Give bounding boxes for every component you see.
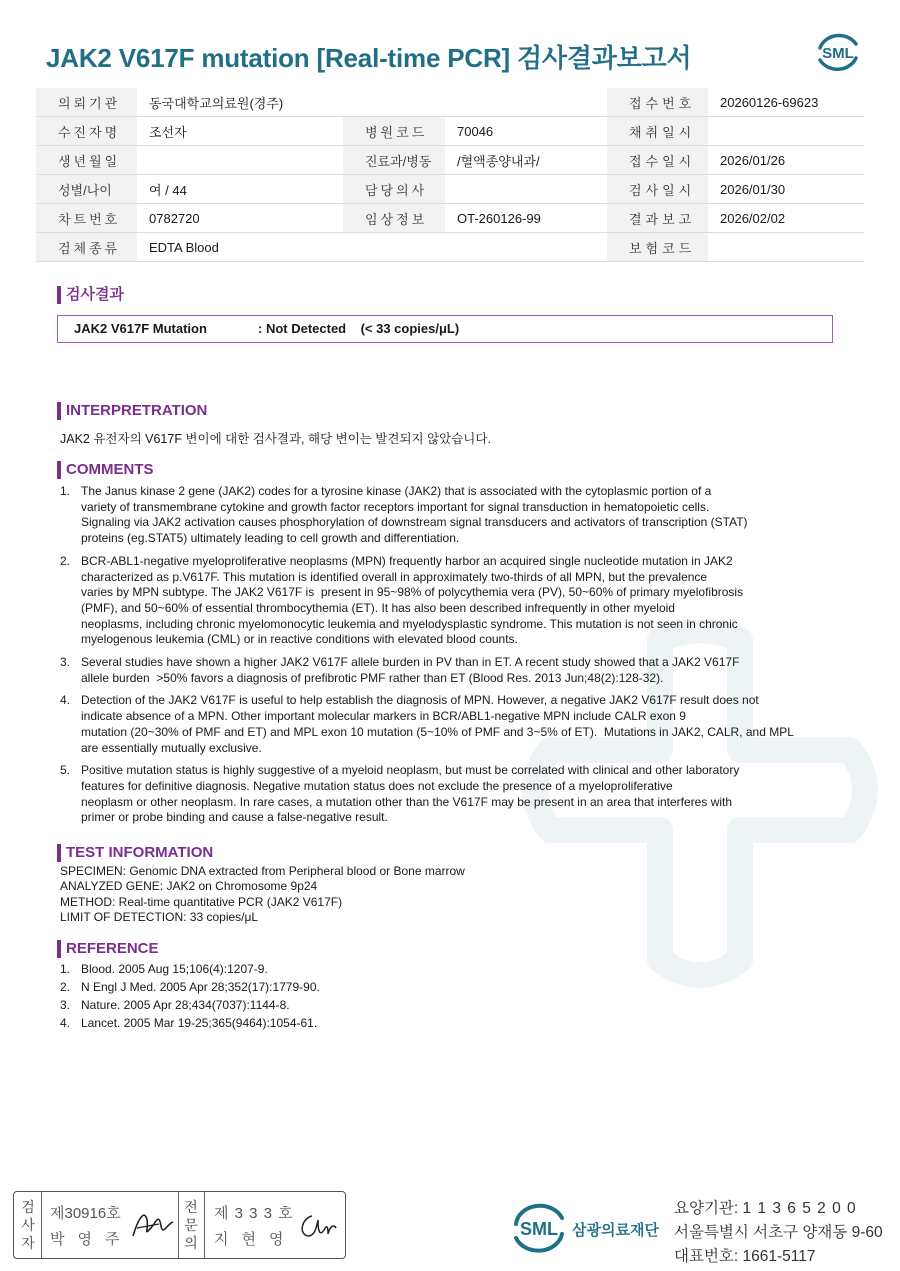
comment-line: varies by MPN subtype. The JAK2 V617F is present in 95~98% of polycythemia vera (PV), 50~60% of primary myelofibrosis [81,585,744,600]
test-info-heading: TEST INFORMATION [57,844,213,862]
insurance-code-value [708,233,864,262]
result-box [57,315,833,343]
patient-name-value: 조선자 [137,117,343,146]
patient-info-table [36,88,864,262]
comment-line: Signaling via JAK2 activation causes phosphorylation of downstream signal transducers and activators of transcription (STAT) [81,515,748,530]
specimen-type-label: 검체종류 [36,233,137,262]
result-test-name: JAK2 V617F Mutation [74,321,207,336]
signature-box [13,1191,346,1259]
reference-number: 1. [60,962,71,976]
comment-line: Positive mutation status is highly suggestive of a myeloid neoplasm, but must be correlated with clinical and other laboratory [81,763,740,778]
comment-line: Several studies have shown a higher JAK2 V617F allele burden in PV than in ET. A recent study showed that a JAK2 V617F [81,655,740,670]
department-label: 진료과/병동 [343,146,445,175]
comment-item [58,554,838,648]
divider [41,1192,42,1258]
chart-number-value: 0782720 [137,204,343,233]
hospital-code-value: 70046 [445,117,607,146]
reference-number: 2. [60,980,71,994]
department-value: /혈액종양내과/ [445,146,607,175]
reference-text: Nature. 2005 Apr 28;434(7037):1144-8. [81,998,290,1012]
test-info-line: SPECIMEN: Genomic DNA extracted from Peripheral blood or Bone marrow [60,864,465,878]
receipt-date-value: 2026/01/26 [708,146,864,175]
comment-number: 1. [60,484,71,498]
reference-text: N Engl J Med. 2005 Apr 28;352(17):1779-90. [81,980,320,994]
report-date-value: 2026/02/02 [708,204,864,233]
patient-name-label: 수진자명 [36,117,137,146]
test-info-line: LIMIT OF DETECTION: 33 copies/μL [60,909,259,924]
footer-organization: 삼광의료재단 [572,1222,659,1239]
comments-list [58,484,838,833]
specialist-label-char: 문 [184,1217,198,1233]
phone-label: 대표번호: [674,1248,739,1265]
result-heading: 검사결과 [57,286,124,304]
info-row [36,175,864,204]
divider [178,1192,179,1258]
test-date-label: 검사일시 [607,175,708,204]
comment-item [58,693,838,756]
footer-logo-text: SML [520,1219,558,1239]
comment-line: primer or probe binding and cause a false-negative result. [81,810,388,825]
comment-line: myelogenous leukemia (CML) or in reactive conditions with elevated blood counts. [81,632,518,647]
test-info-line: METHOD: Real-time quantitative PCR (JAK2 V617F) [60,894,343,909]
comment-line: proteins (eg.STAT5) ultimately leading to cell growth and differentiation. [81,531,460,546]
reference-list [58,960,320,1032]
specialist-label-char: 전 [184,1199,198,1215]
phone-number: 1661-5117 [742,1248,816,1265]
examiner-label [18,1198,38,1252]
reference-heading: REFERENCE [57,940,159,958]
comment-line: mutation (20~30% of PMF and ET) and MPL exon 10 mutation (5~10% of PMF and 3~5% of ET). Mutations in JAK2, CALR, and MPL [81,724,794,739]
sml-logo-text: SML [822,45,854,62]
specialist-signature [294,1206,340,1244]
comment-number: 4. [60,693,71,708]
receipt-date-label: 접수일시 [607,146,708,175]
comment-line: allele burden >50% favors a diagnosis of prefibrotic PMF rather than ET (Blood Res. 2013 Jun;48(2):128-32). [81,670,664,685]
comment-line: features for definitive diagnosis. Negative mutation status does not exclude the presence of a myeloproliferative [81,778,673,793]
reference-text: Lancet. 2005 Mar 19-25;365(9464):1054-61. [81,1016,318,1030]
test-date-value: 2026/01/30 [708,175,864,204]
comment-number: 5. [60,763,71,778]
info-row [36,146,864,175]
comment-number: 3. [60,655,71,670]
hospital-code-label: 병원코드 [343,117,445,146]
interpretation-heading: INTERPRETRATION [57,402,207,420]
examiner-signature [129,1206,179,1244]
comment-item [58,484,838,547]
specialist-license: 제 3 3 3 호 [214,1205,294,1222]
footer-sml-logo [508,1200,570,1256]
reference-item [58,960,320,978]
footer-address: 서울특별시 서초구 양재동 9-60 [674,1224,883,1241]
comment-line: characterized as p.V617F. This mutation is identified overall in approximately two-thirds of all MPN, but the prevalence [81,569,708,584]
specialist-label [181,1198,201,1252]
interpretation-text: JAK2 유전자의 V617F 변이에 대한 검사결과, 해당 변이는 발견되지 않았습니다. [60,432,491,446]
doctor-label: 담당의사 [343,175,445,204]
reference-text: Blood. 2005 Aug 15;106(4):1207-9. [81,962,268,976]
specimen-type-value: EDTA Blood [137,233,607,262]
test-info-line: ANALYZED GENE: JAK2 on Chromosome 9p24 [60,879,318,894]
birth-date-value [137,146,343,175]
reference-item [58,996,320,1014]
requesting-institution-label: 의뢰기관 [36,88,137,117]
comment-line: Detection of the JAK2 V617F is useful to help establish the diagnosis of MPN. However, a negative JAK2 V617F result does not [81,693,759,708]
birth-date-label: 생년월일 [36,146,137,175]
examiner-license: 제30916호 [50,1205,121,1222]
comment-item [58,655,838,686]
info-row [36,233,864,262]
reference-item [58,978,320,996]
comment-line: are essentially mutually exclusive. [81,740,262,755]
specialist-label-char: 의 [184,1235,198,1251]
info-row [36,117,864,146]
comments-heading: COMMENTS [57,461,154,479]
report-title: JAK2 V617F mutation [Real-time PCR] 검사결과보고서 [46,43,692,73]
comment-number: 2. [60,553,71,568]
receipt-number-value: 20260126-69623 [708,88,864,117]
clinical-info-label: 임상정보 [343,204,445,233]
comment-line: neoplasms, including chronic myelomonocytic leukemia and myelodysplastic syndrome. This mutation is not seen in chronic [81,616,738,631]
comment-line: The Janus kinase 2 gene (JAK2) codes for a tyrosine kinase (JAK2) that is associated with the cytoplasmic portion of a [81,484,712,498]
doctor-value [445,175,607,204]
comment-line: variety of transmembrane cytokine and growth factor receptors important for signal transduction in hematopoietic cells. [81,499,710,514]
examiner-label-char: 자 [21,1235,35,1251]
footer-info [674,1197,883,1269]
sex-age-value: 여 / 44 [137,175,343,204]
sml-logo [812,28,864,76]
chart-number-label: 차트번호 [36,204,137,233]
reference-item [58,1014,320,1032]
insurance-code-label: 보험코드 [607,233,708,262]
comment-line: BCR-ABL1-negative myeloproliferative neoplasms (MPN) frequently harbor an acquired single nucleotide mutation in JAK2 [81,553,733,568]
comment-line: neoplasm or other neoplasm. In rare cases, a mutation other than the V617F may be present in an area that interferes with [81,794,733,809]
result-value: : Not Detected (< 33 copies/μL) [258,321,460,336]
info-row [36,204,864,233]
reference-number: 4. [60,1016,71,1030]
comment-line: indicate absence of a MPN. Other important molecular markers in BCR/ABL1-negative MPN include CALR exon 9 [81,709,686,724]
report-date-label: 결과보고 [607,204,708,233]
collection-date-value [708,117,864,146]
info-row [36,88,864,117]
clinical-info-value: OT-260126-99 [445,204,607,233]
examiner-label-char: 검 [21,1199,35,1215]
examiner-label-char: 사 [21,1217,35,1233]
examiner-name: 박영주 [50,1231,133,1248]
receipt-number-label: 접수번호 [607,88,708,117]
reference-number: 3. [60,998,71,1012]
provider-code: 1 1 3 6 5 2 0 0 [742,1200,857,1217]
provider-label: 요양기관: [674,1200,739,1217]
comment-line: (PMF), and 50~60% of essential thrombocythemia (ET). It has also been described infrequently in other myeloid [81,600,675,615]
specialist-name: 지현영 [214,1231,297,1248]
collection-date-label: 채취일시 [607,117,708,146]
sex-age-label: 성별/나이 [36,175,137,204]
divider [204,1192,205,1258]
requesting-institution-value: 동국대학교의료원(경주) [137,88,607,117]
test-info-block [60,864,465,925]
comment-item [58,763,838,826]
